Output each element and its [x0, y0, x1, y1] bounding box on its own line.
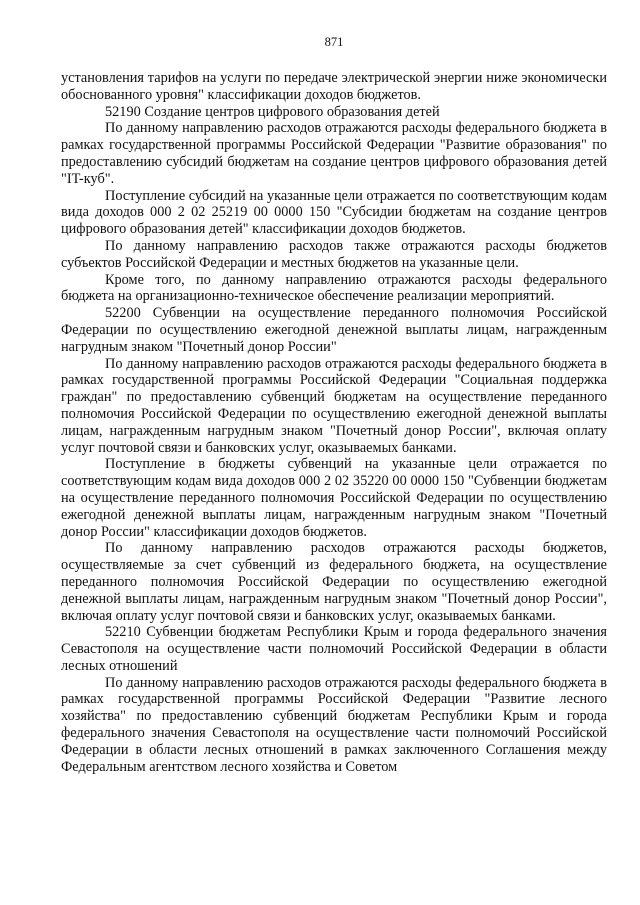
section-heading: 52190 Создание центров цифрового образования детей: [105, 103, 440, 120]
document-page: [61, 34, 607, 775]
document-body: [61, 70, 607, 775]
paragraph: Поступление субсидий на указанные цели отражается по соответствующим кодам вида доходов 000 2 02 25219 00 0000 150 "Субсидии бюджетам на создание центров цифрового образования детей" классификации доходов бюджетов.: [61, 187, 607, 238]
paragraph: По данному направлению расходов отражаются расходы федерального бюджета в рамках государственной программы Российской Федерации "Социальная поддержка граждан" по предоставлению субвенций бюджетам на осуществление переданного полномочия Российской Федерации по осуществлению ежегодной денежной выплаты лицам, награжденным нагрудным знаком "Почетный донор России", включая оплату услуг почтовой связи и банковских услуг, оказываемых банками.: [61, 355, 607, 456]
paragraph: По данному направлению расходов также отражаются расходы бюджетов субъектов Российской Федерации и местных бюджетов на указанные цели.: [61, 237, 607, 271]
paragraph: Кроме того, по данному направлению отражаются расходы федерального бюджета на организационно-техническое обеспечение реализации мероприятий.: [61, 271, 607, 305]
paragraph: установления тарифов на услуги по передаче электрической энергии ниже экономически обоснованного уровня" классификации доходов бюджетов.: [61, 70, 607, 103]
paragraph: По данному направлению расходов отражаются расходы бюджетов, осуществляемые за счет субвенций из федерального бюджета, на осуществление переданного полномочия Российской Федерации по осуществлению ежегодной денежной выплаты лицам, награжденным нагрудным знаком "Почетный донор России", включая оплату услуг почтовой связи и банковских услуг, оказываемых банками.: [61, 540, 607, 624]
section-heading: 52210 Субвенции бюджетам Республики Крым и города федерального значения Севастополя на осуществление части полномочий Российской Федерации в области лесных отношений: [61, 624, 607, 674]
section-heading: 52200 Субвенции на осуществление переданного полномочия Российской Федерации по осуществлению ежегодной денежной выплаты лицам, награжденным нагрудным знаком "Почетный донор России": [61, 305, 607, 355]
paragraph: По данному направлению расходов отражаются расходы федерального бюджета в рамках государственной программы Российской Федерации "Развитие образования" по предоставлению субсидий бюджетам на создание центров цифрового образования детей "IT-куб".: [61, 120, 607, 187]
paragraph: Поступление в бюджеты субвенций на указанные цели отражается по соответствующим кодам вида доходов 000 2 02 35220 00 0000 150 "Субвенции бюджетам на осуществление переданного полномочия Российской Федерации по осуществлению ежегодной денежной выплаты лицам, награжденным нагрудным знаком "Почетный донор России" классификации доходов бюджетов.: [61, 456, 607, 540]
page-number: 871: [324, 35, 344, 49]
paragraph: По данному направлению расходов отражаются расходы федерального бюджета в рамках государственной программы Российской Федерации "Развитие лесного хозяйства" по предоставлению субвенций бюджетам Республики Крым и города федерального значения Севастополя на осуществление части полномочий Российской Федерации в области лесных отношений в рамках заключенного Соглашения между Федеральным агентством лесного хозяйства и Советом: [61, 674, 607, 775]
